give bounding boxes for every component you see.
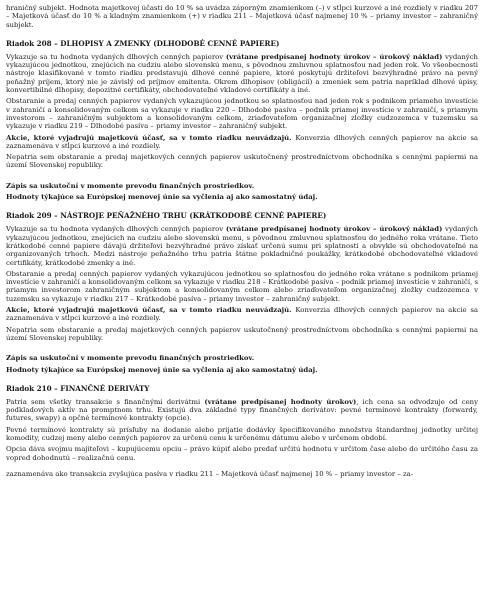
section-209-paragraph-1	[6, 225, 478, 266]
section-209-note-1: Zápis sa uskutoční v momente prevodu finančných prostriedkov.	[6, 354, 255, 363]
section-208-note-2: Hodnoty týkajúce sa Európskej menovej únie sa vyčlenia aj ako samostatný údaj.	[6, 193, 318, 202]
text: Konverzia dlhových cenných papierov na akcie sa zaznamenáva v stĺpci kurzové a iné rozdiely.	[6, 133, 478, 150]
section-208-paragraph-4: Nepatria sem obstaranie a predaj majetkových cenných papierov uskutočnený prostredníctvom obchodníka s cennými papiermi na území Slovenskej republiky.	[6, 153, 478, 170]
section-208-note-1: Zápis sa uskutoční v momente prevodu finančných prostriedkov.	[6, 181, 255, 190]
text: , ich cena sa odvodzuje od ceny podkladových aktív na promptnom trhu. Existujú dva základné typy finančných derivátov: pevné termínové kontrakty (forwardy, futures, swapy) a opčné termínové kontrakty (opcie).	[6, 397, 478, 423]
text: Vykazuje sa tu hodnota vydaných dlhových cenných papierov	[6, 225, 226, 234]
bold-text: (vrátane predpísanej hodnoty úrokov – úrokový náklad)	[225, 225, 443, 234]
bold-text: Akcie, ktoré vyjadrujú majetkovú účasť, sa v tomto riadku neuvádzajú.	[6, 306, 292, 315]
section-210-paragraph-1	[6, 398, 478, 423]
section-209-note-2: Hodnoty týkajúce sa Európskej menovej únie sa vyčlenia aj ako samostatný údaj.	[6, 365, 318, 374]
text: vydaných vykazujúcou jednotkou, znejúcich na cudziu alebo slovenskú menu, s pôvodnou zmluvnou splatnosťou do jedného roka vrátane. Tieto krátkodobé cenné papiere dávajú držiteľovi bezvýhradné právo získať určenú sumu pri splatnosti a obvykle sú obchodovateľné na organizovaných trhoch. Medzi nástroje peňažného trhu patria štátne pokladničné poukážky, krátkodobé obchodovateľné vkladové certifikáty, krátkodobé zmenky a iné.	[6, 225, 478, 267]
text: vydaných vykazujúcou jednotkou, znejúcich na cudziu alebo slovenskú menu, s pôvodnou zmluvnou splatnosťou nad jeden rok. Vo všeobecnosti nástroje klasifikované v tomto riadku predstavujú dlhové cenné papiere, ktoré poskytujú držiteľovi bezvýhradné právo na pevný peňažný príjem, ktorý nie je závislý od príjmov emitenta. Okrem dlhopisov (obligácií) a zmeniek sem patria napríklad dlhové úpisy, konvertibilné dlhopisy, depozitné certifikáty, obchodovateľné vkladové certifikáty a iné.	[6, 52, 478, 95]
bold-text: (vrátane predpísanej hodnoty úrokov – úrokový náklad)	[225, 52, 443, 61]
text: Konverzia dlhových cenných papierov na akcie sa zaznamenáva v stĺpci kurzové a iné rozdiely.	[6, 306, 478, 323]
section-208-paragraph-3	[6, 134, 478, 151]
section-208-paragraph-2: Obstaranie a predaj cenných papierov vydaných vykazujúcou jednotkou so splatnosťou nad jeden rok s podnikom priameho investície v zahraničí a konsolidovaným celkom sa vykazuje v riadku 220 – Dlhodobé pasíva – podnik priamej investície v zahraničí, s priamym investorom – zahraničným subjektom a konsolidovaným celkom, zriaďovateľom organizačnej zložky cudzozemca v tuzemsku sa vykazuje v riadku 219 – Dlhodobé pasíva – priamy investor – zahraničný subjekt.	[6, 97, 478, 131]
section-209-paragraph-2: Obstaranie a predaj cenných papierov vydaných vykazujúcou jednotkou so splatnosťou do jedného roka vrátane s podnikom priamej investície v zahraničí a konsolidovaným celkom sa vykazuje v riadku 218 – Krátkodobé pasíva – podnik priamej investície v zahraničí, s priamym investorom zahraničným subjektom a konsolidovaným celkom alebo zriaďovateľom organizačnej zložky cudzozemca v tuzemsku sa vykazuje v riadku 217 – Krátkodobé pasíva – priamy investor – zahraničný subjekt.	[6, 269, 478, 303]
bold-text: Akcie, ktoré vyjadrujú majetkovú účasť, sa v tomto riadku neuvádzajú.	[6, 133, 292, 142]
spacer	[6, 173, 478, 182]
section-210-paragraph-3: Opcia dáva svojmu majiteľovi – kupujúcemu opciu – právo kúpiť alebo predať určitú hodnotu v určitom čase alebo do určitého času za vopred dohodnutú – realizačnú cenu.	[6, 445, 478, 462]
section-210-paragraph-4: zaznamenáva ako transakcia zvyšujúca pasíva v riadku 211 – Majetková účasť najmenej 10 % – priamy investor – za-	[6, 469, 414, 478]
section-210-heading: Riadok 210 – FINANČNÉ DERIVÁTY	[6, 383, 150, 393]
section-209-paragraph-3	[6, 306, 478, 323]
section-209-paragraph-4: Nepatria sem obstaranie a predaj majetkových cenných papierov uskutočnený prostredníctvom obchodníka s cennými papiermi na území Slovenskej republiky.	[6, 325, 478, 342]
text: Vykazuje sa tu hodnota vydaných dlhových cenných papierov	[6, 52, 226, 61]
section-209-heading: Riadok 209 – NÁSTROJE PEŇAŽNÉHO TRHU (KRÁTKODOBÉ CENNÉ PAPIERE)	[6, 211, 327, 221]
intro-paragraph: hraničný subjekt. Hodnota majetkovej účasti do 10 % sa uvádza záporným znamienkom (–) v stĺpci kurzové a iné rozdiely v riadku 207 – Majetková účasť do 10 % a kladným znamienkom (+) v riadku 211 – Majetková účasť najmenej 10 % – priamy investor – zahraničný subjekt.	[6, 4, 478, 29]
spacer	[6, 345, 478, 354]
section-208-heading: Riadok 208 – DLHOPISY A ZMENKY (DLHODOBÉ CENNÉ PAPIERE)	[6, 38, 280, 48]
text: Patria sem všetky transakcie s finančnými derivátmi	[6, 397, 205, 406]
section-208-paragraph-1	[6, 53, 478, 94]
document-page	[6, 4, 478, 481]
section-210-paragraph-2: Pevné termínové kontrakty sú prísľuby na dodanie alebo prijatie dodávky špecifikovaného množstva štandardnej jednotky určitej komodity, cudzej meny alebo cenných papierov za určenú cenu k určenému dátumu alebo v určenom období.	[6, 425, 478, 442]
bold-text: (vrátane predpísanej hodnoty úrokov)	[204, 397, 357, 406]
